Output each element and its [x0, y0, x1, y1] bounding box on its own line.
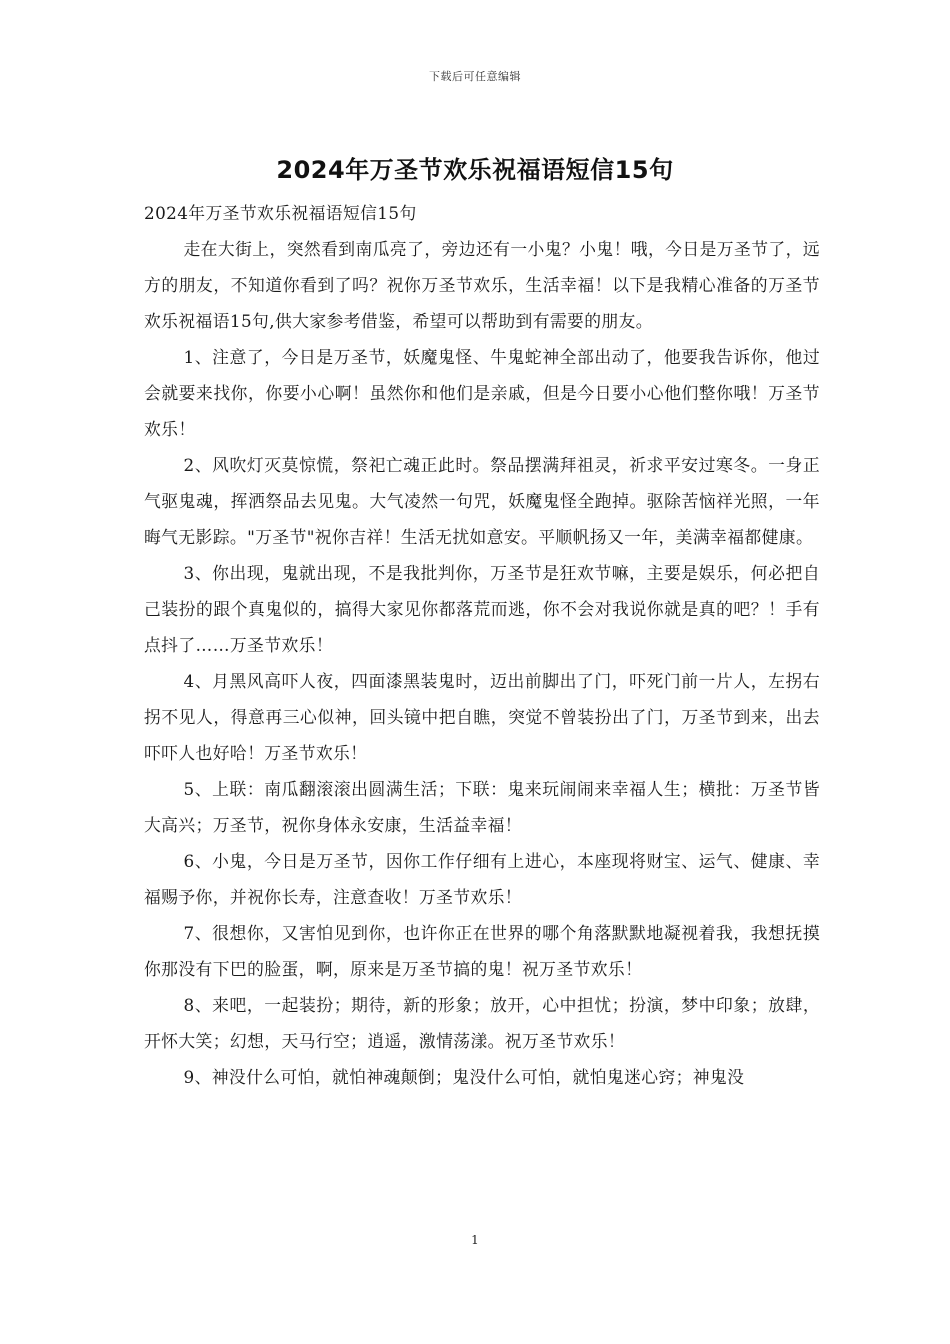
- list-item: 8、来吧，一起装扮；期待，新的形象；放开，心中担忧；扮演，梦中印象；放肆，开怀大笑；幻想，天马行空；逍遥，激情荡漾。祝万圣节欢乐！: [144, 995, 820, 1051]
- list-item: 7、很想你，又害怕见到你，也许你正在世界的哪个角落默默地凝视着我，我想抚摸你那没有下巴的脸蛋，啊，原来是万圣节搞的鬼！祝万圣节欢乐！: [144, 923, 820, 979]
- list-item: 9、神没什么可怕，就怕神魂颠倒；鬼没什么可怕，就怕鬼迷心窍；神鬼没: [183, 1067, 745, 1087]
- document-body: [144, 199, 820, 1095]
- list-item: 3、你出现，鬼就出现，不是我批判你，万圣节是狂欢节嘛，主要是娱乐，何必把自己装扮的跟个真鬼似的，搞得大家见你都落荒而逃，你不会对我说你就是真的吧？！手有点抖了……万圣节欢乐！: [144, 563, 820, 655]
- subtitle-line: 2024年万圣节欢乐祝福语短信15句: [144, 203, 417, 223]
- header-note: 下载后可任意编辑: [429, 70, 521, 83]
- list-item: 1、注意了，今日是万圣节，妖魔鬼怪、牛鬼蛇神全部出动了，他要我告诉你，他过会就要来找你，你要小心啊！虽然你和他们是亲戚，但是今日要小心他们整你哦！万圣节欢乐！: [144, 347, 820, 439]
- list-item: 2、风吹灯灭莫惊慌，祭祀亡魂正此时。祭品摆满拜祖灵，祈求平安过寒冬。一身正气驱鬼魂，挥洒祭品去见鬼。大气凌然一句咒，妖魔鬼怪全跑掉。驱除苦恼祥光照，一年晦气无影踪。"万圣节"祝你吉祥！生活无扰如意安。平顺帆扬又一年，美满幸福都健康。: [144, 455, 820, 547]
- intro-paragraph: 走在大街上，突然看到南瓜亮了，旁边还有一小鬼？小鬼！哦，今日是万圣节了，远方的朋友，不知道你看到了吗？祝你万圣节欢乐，生活幸福！以下是我精心准备的万圣节欢乐祝福语15句,供大家参考借鉴，希望可以帮助到有需要的朋友。: [144, 239, 820, 331]
- page-number: 1: [471, 1233, 479, 1247]
- document-title: 2024年万圣节欢乐祝福语短信15句: [276, 156, 674, 184]
- list-item: 6、小鬼，今日是万圣节，因你工作仔细有上进心，本座现将财宝、运气、健康、幸福赐予你，并祝你长寿，注意查收！万圣节欢乐！: [144, 851, 820, 907]
- list-item: 5、上联：南瓜翻滚滚出圆满生活；下联：鬼来玩闹闹来幸福人生；横批：万圣节皆大高兴；万圣节，祝你身体永安康，生活益幸福！: [144, 779, 820, 835]
- list-item: 4、月黑风高吓人夜，四面漆黑装鬼时，迈出前脚出了门，吓死门前一片人，左拐右拐不见人，得意再三心似神，回头镜中把自瞧，突觉不曾装扮出了门，万圣节到来，出去吓吓人也好哈！万圣节欢乐！: [144, 671, 820, 763]
